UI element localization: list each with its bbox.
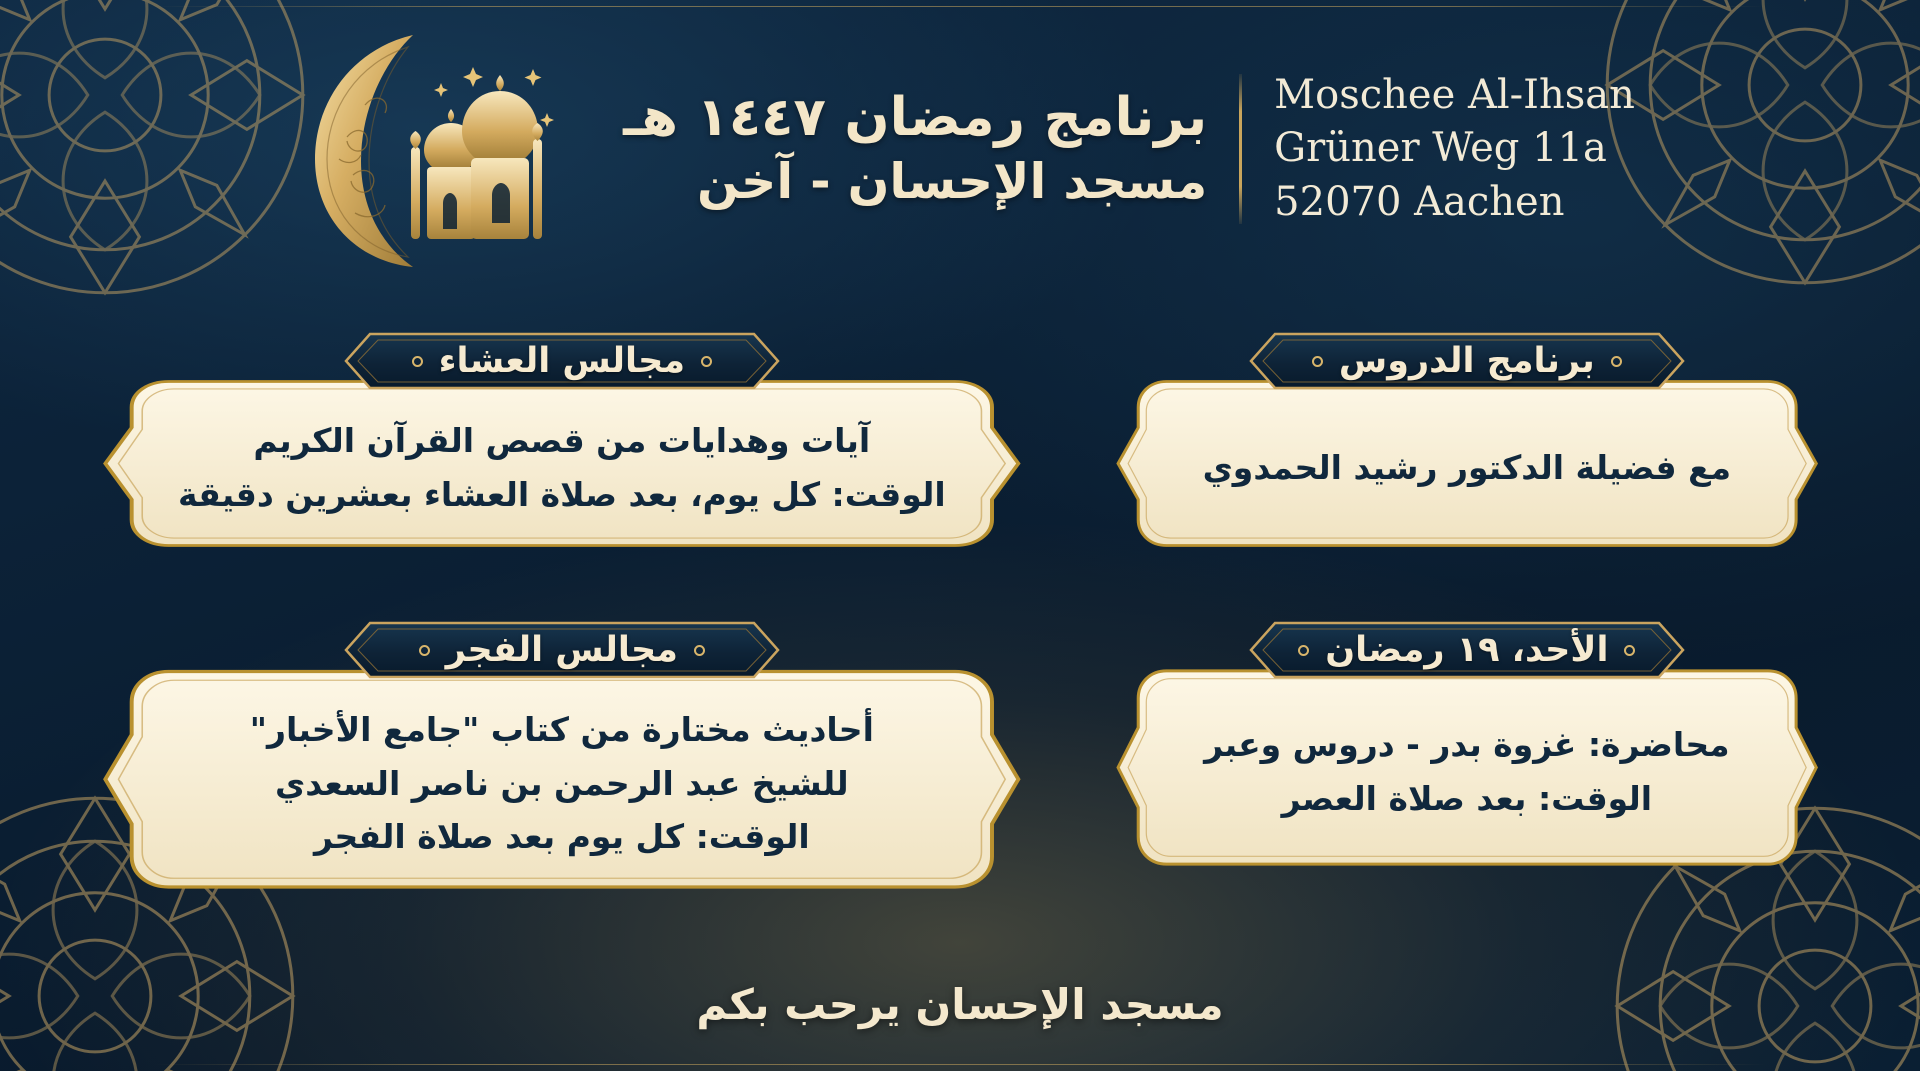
card-ribbon [1247, 330, 1687, 392]
card-isha-sessions [100, 330, 1024, 587]
crescent-moon-mosque-icon [295, 27, 555, 272]
ribbon-dot-icon [1312, 356, 1323, 367]
card-body [1192, 720, 1742, 823]
card-ribbon [342, 330, 782, 392]
address-line-1: Moschee Al-Ihsan [1274, 72, 1635, 119]
card-panel [100, 376, 1024, 551]
ribbon-dot-icon [694, 645, 705, 656]
page-subtitle: مسجد الإحسان - آخن [696, 152, 1208, 210]
card-fajr-sessions [100, 619, 1024, 930]
top-border-line [154, 6, 1767, 7]
program-cards-grid [100, 330, 1820, 930]
poster-header [0, 34, 1920, 264]
ribbon-dot-icon [1298, 645, 1309, 656]
card-sunday-lecture [1114, 619, 1820, 930]
card-body [178, 416, 946, 519]
card-body [178, 705, 946, 862]
card-panel [100, 665, 1024, 894]
poster-title-block [595, 86, 1207, 212]
card-line: أحاديث مختارة من كتاب "جامع الأخبار" [249, 710, 874, 750]
card-ribbon [342, 619, 782, 681]
card-title: الأحد، ١٩ رمضان [1325, 630, 1609, 671]
footer-welcome-text: مسجد الإحسان يرحب بكم [696, 980, 1224, 1029]
card-ribbon [1247, 619, 1687, 681]
card-line: الوقت: كل يوم، بعد صلاة العشاء بعشرين دقيقة [178, 474, 946, 514]
card-line: آيات وهدايات من قصص القرآن الكريم [253, 421, 871, 460]
ribbon-dot-icon [419, 645, 430, 656]
card-lessons-program [1114, 330, 1820, 587]
card-panel [1114, 376, 1820, 551]
card-title: برنامج الدروس [1338, 341, 1595, 381]
card-line: للشيخ عبد الرحمن بن ناصر السعدي [275, 763, 849, 803]
card-body [1192, 443, 1742, 493]
page-title: برنامج رمضان ١٤٤٧ هـ [623, 87, 1208, 149]
card-line: الوقت: كل يوم بعد صلاة الفجر [313, 817, 810, 857]
ribbon-dot-icon [1611, 356, 1622, 367]
card-line: الوقت: بعد صلاة العصر [1281, 778, 1653, 818]
address-line-3: 52070 Aachen [1274, 178, 1565, 225]
ribbon-dot-icon [701, 356, 712, 367]
card-title: مجالس الفجر [445, 630, 678, 671]
bottom-border-line [154, 1064, 1767, 1065]
card-line: محاضرة: غزوة بدر - دروس وعبر [1204, 725, 1730, 765]
header-divider [1239, 74, 1242, 224]
mosque-address [1274, 69, 1635, 229]
ribbon-dot-icon [412, 356, 423, 367]
card-line: مع فضيلة الدكتور رشيد الحمدوي [1202, 447, 1732, 487]
card-title: مجالس العشاء [438, 341, 686, 381]
card-panel [1114, 665, 1820, 870]
address-line-2: Grüner Weg 11a [1274, 125, 1607, 172]
